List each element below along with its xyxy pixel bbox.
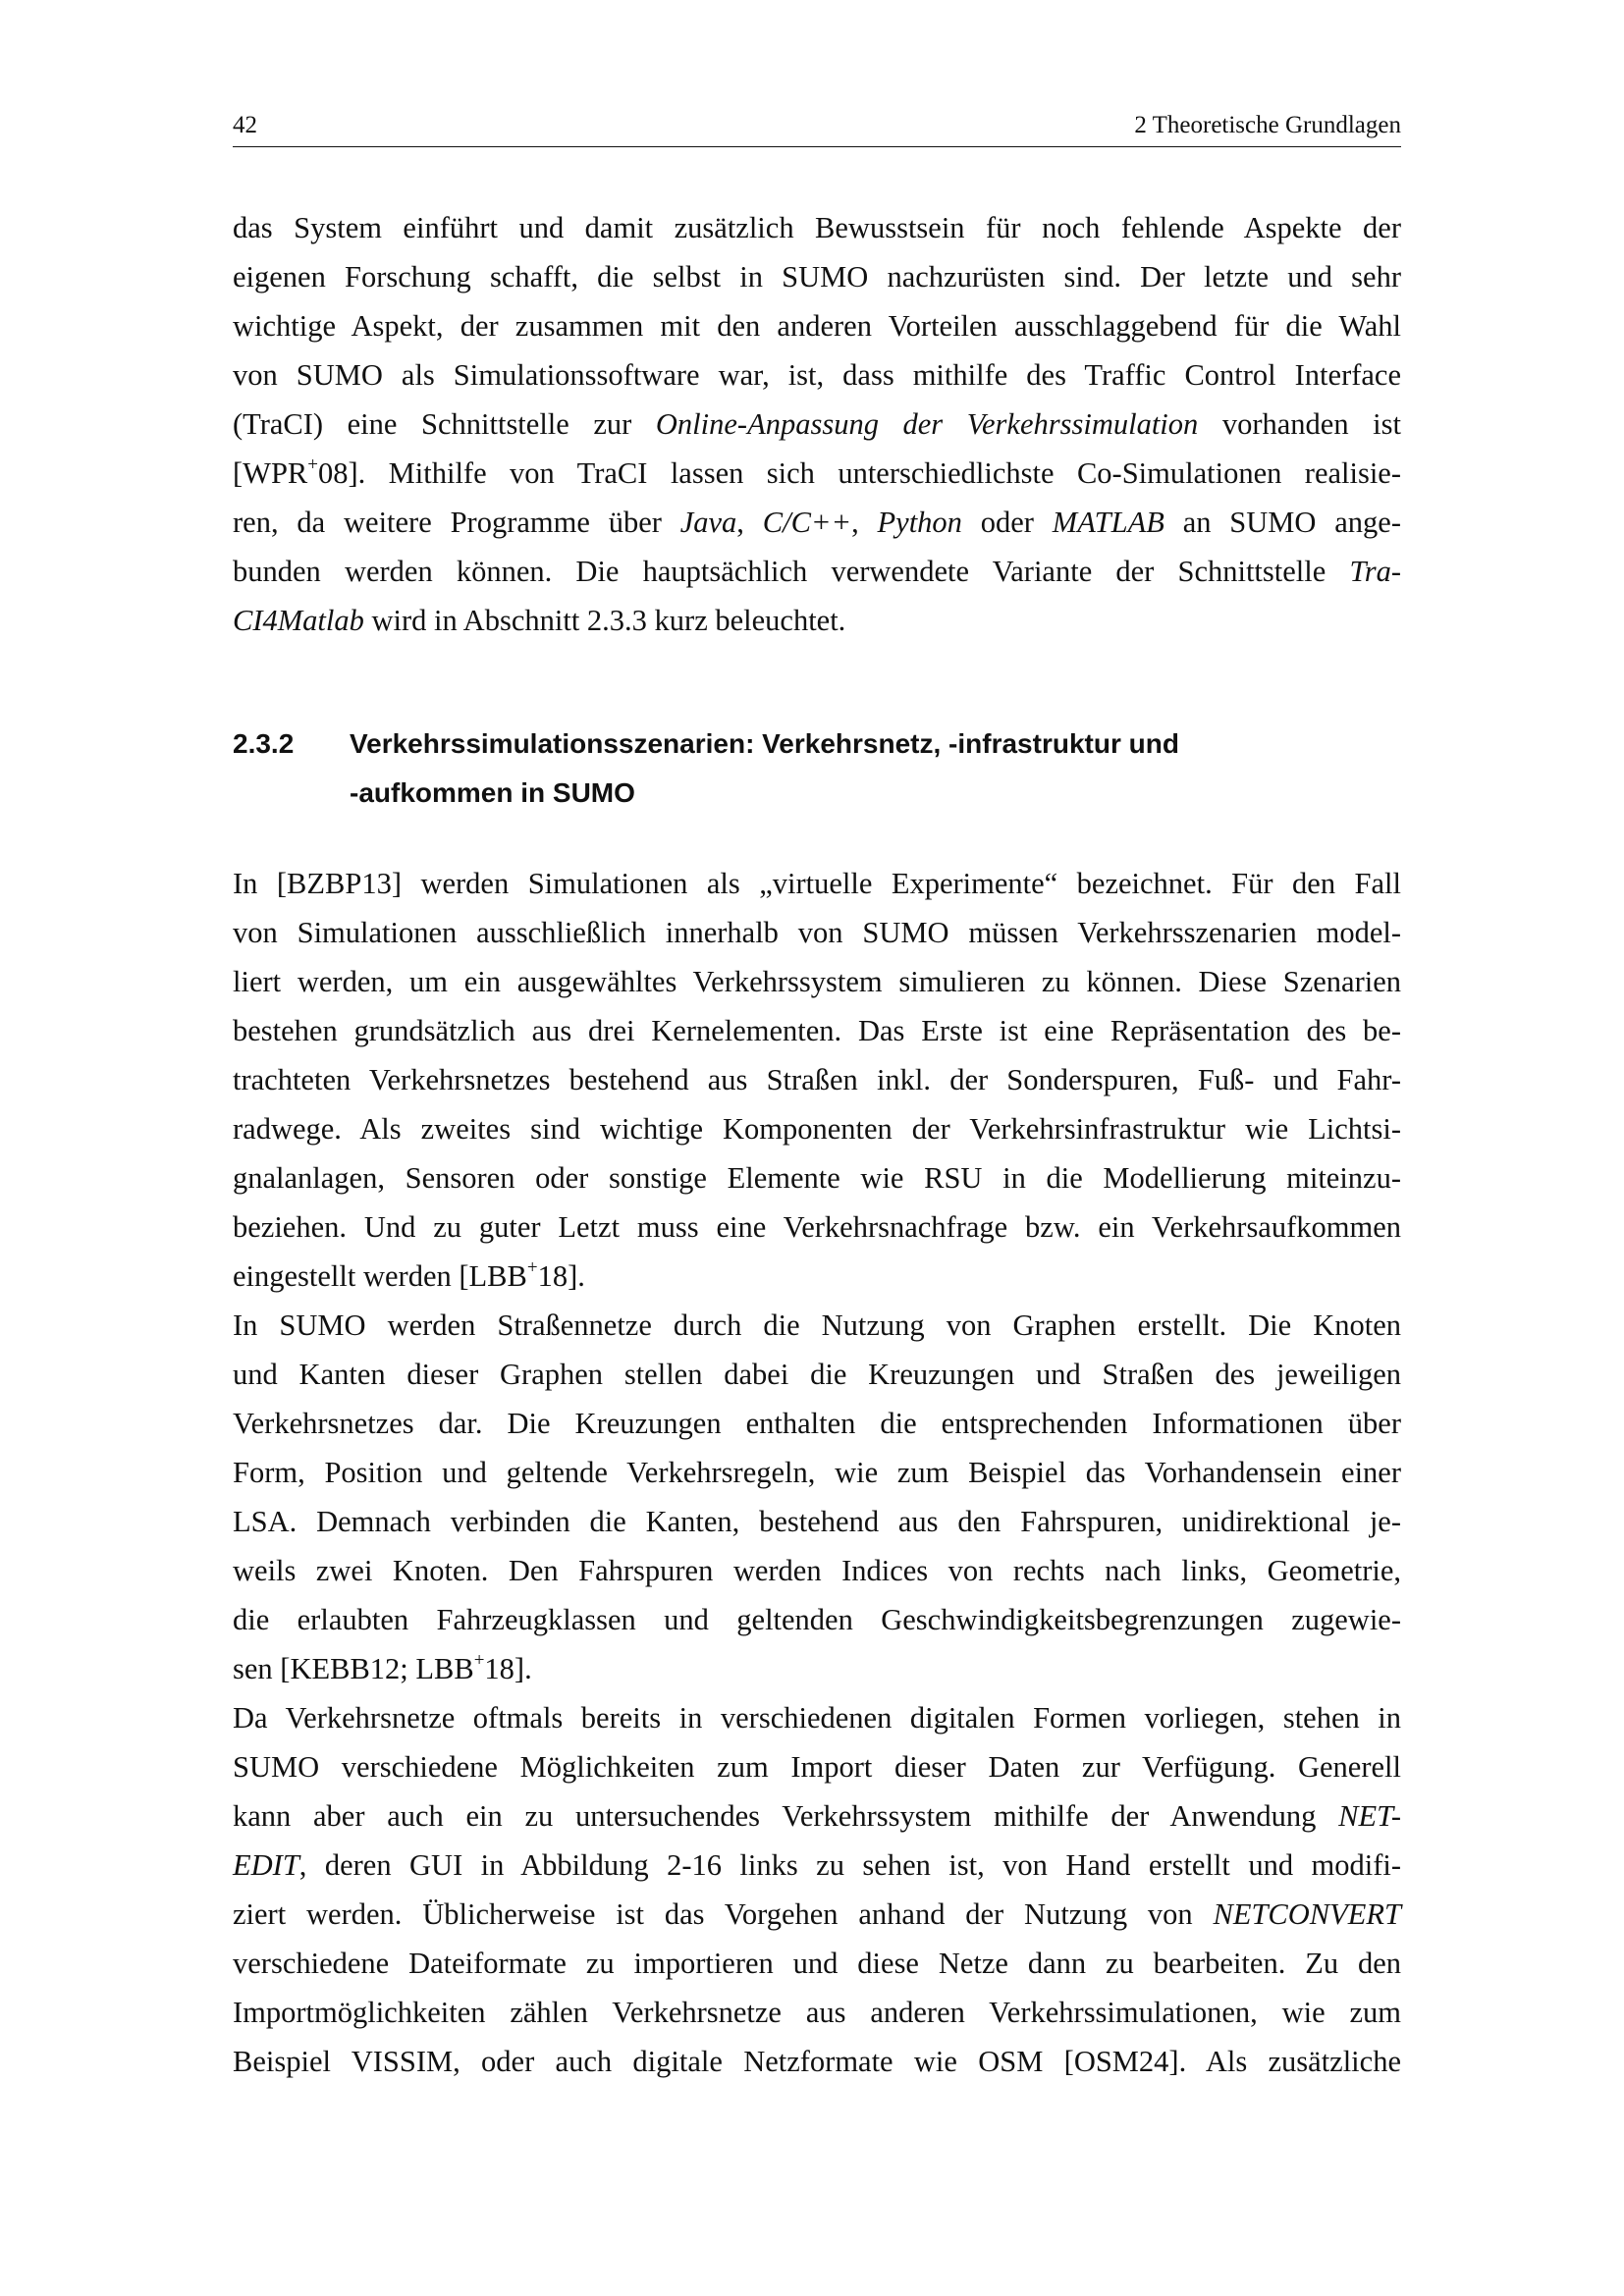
- text-line: liert werden, um ein ausgewähltes Verkehrssystem simulieren zu können. Diese Szenarien: [233, 965, 1401, 998]
- text-span: 08]. Mithilfe von TraCI lassen sich unterschiedlichste Co-Simulationen realisie-: [317, 456, 1401, 490]
- text-span: an SUMO ange-: [1164, 506, 1402, 539]
- text-span: ren, da weitere Programme über: [233, 506, 680, 539]
- text-span: sen [KEBB12; LBB: [233, 1652, 474, 1685]
- text-line: Form, Position und geltende Verkehrsregeln, wie zum Beispiel das Vorhandensein einer: [233, 1456, 1401, 1489]
- emphasis-netedit: EDIT: [233, 1848, 299, 1882]
- text-line: das System einführt und damit zusätzlich Bewusstsein für noch fehlende Aspekte der: [233, 211, 1401, 244]
- text-line: gnalanlagen, Sensoren oder sonstige Elemente wie RSU in die Modellierung miteinzu-: [233, 1161, 1401, 1195]
- text-line: radwege. Als zweites sind wichtige Komponenten der Verkehrsinfrastruktur wie Lichtsi-: [233, 1112, 1401, 1146]
- citation-superscript: +: [473, 1649, 485, 1671]
- chapter-title: 2 Theoretische Grundlagen: [1134, 112, 1401, 138]
- text-line: bestehen grundsätzlich aus drei Kernelementen. Das Erste ist eine Repräsentation des be-: [233, 1014, 1401, 1047]
- emphasis-matlab: MATLAB: [1052, 506, 1164, 539]
- citation-superscript: +: [307, 454, 318, 475]
- text-line: und Kanten dieser Graphen stellen dabei die Kreuzungen und Straßen des jeweiligen: [233, 1358, 1401, 1391]
- text-line: [233, 454, 1401, 493]
- text-span: , deren GUI in Abbildung 2-16 links zu sehen ist, von Hand erstellt und modifi-: [298, 1848, 1401, 1882]
- text-line: eigenen Forschung schafft, die selbst in SUMO nachzurüsten sind. Der letzte und sehr: [233, 260, 1401, 294]
- text-span: ,: [851, 506, 878, 539]
- emphasis-java: Java: [679, 506, 737, 539]
- emphasis-netconvert: NETCONVERT: [1213, 1897, 1401, 1931]
- text-span: 18].: [484, 1652, 532, 1685]
- text-line: Da Verkehrsnetze oftmals bereits in verschiedenen digitalen Formen vorliegen, stehen in: [233, 1701, 1401, 1735]
- text-line: [233, 601, 1401, 640]
- running-header: [233, 112, 1401, 147]
- text-line: Importmöglichkeiten zählen Verkehrsnetze aus anderen Verkehrssimulationen, wie zum: [233, 1996, 1401, 2029]
- text-line: von Simulationen ausschließlich innerhalb von SUMO müssen Verkehrsszenarien model-: [233, 916, 1401, 949]
- text-line: von SUMO als Simulationssoftware war, ist, dass mithilfe des Traffic Control Interface: [233, 358, 1401, 392]
- text-line: [233, 503, 1401, 542]
- text-span: (TraCI) eine Schnittstelle zur: [233, 407, 656, 441]
- text-span: kann aber auch ein zu untersuchendes Verkehrssystem mithilfe der Anwendung: [233, 1799, 1339, 1833]
- text-line: In [BZBP13] werden Simulationen als „virtuelle Experimente“ bezeichnet. Für den Fall: [233, 867, 1401, 900]
- emphasis-python: Python: [877, 506, 962, 539]
- text-line: SUMO verschiedene Möglichkeiten zum Import dieser Daten zur Verfügung. Generell: [233, 1750, 1401, 1784]
- emphasis-netedit: NET-: [1338, 1799, 1401, 1833]
- text-span: oder: [961, 506, 1053, 539]
- header-divider: [233, 146, 1401, 147]
- text-span: bunden werden können. Die hauptsächlich verwendete Variante der Schnittstelle: [233, 555, 1350, 588]
- emphasis-online-anpassung: Online-Anpassung der Verkehrssimulation: [655, 407, 1199, 441]
- text-span: eingestellt werden [LBB: [233, 1259, 527, 1293]
- text-span: ziert werden. Üblicherweise ist das Vorgehen anhand der Nutzung von: [233, 1897, 1214, 1931]
- text-line: beziehen. Und zu guter Letzt muss eine Verkehrsnachfrage bzw. ein Verkehrsaufkommen: [233, 1210, 1401, 1244]
- text-line: wichtige Aspekt, der zusammen mit den anderen Vorteilen ausschlaggebend für die Wahl: [233, 309, 1401, 343]
- citation-superscript: +: [526, 1256, 538, 1278]
- text-line: [233, 1845, 1401, 1885]
- citation: [WPR: [233, 456, 308, 490]
- text-line: trachteten Verkehrsnetzes bestehend aus Straßen inkl. der Sonderspuren, Fuß- und Fahr-: [233, 1063, 1401, 1096]
- text-line: [233, 1796, 1401, 1836]
- text-line: [233, 404, 1401, 444]
- text-line: Beispiel VISSIM, oder auch digitale Netzformate wie OSM [OSM24]. Als zusätzliche: [233, 2045, 1401, 2078]
- text-line: Verkehrsnetzes dar. Die Kreuzungen enthalten die entsprechenden Informationen über: [233, 1407, 1401, 1440]
- emphasis-traci4matlab: CI4Matlab: [233, 604, 364, 637]
- section-title-line-1: Verkehrssimulationsszenarien: Verkehrsnetz, -infrastruktur und: [350, 728, 1179, 759]
- text-span: ,: [736, 506, 763, 539]
- text-line: die erlaubten Fahrzeugklassen und geltenden Geschwindigkeitsbegrenzungen zugewie-: [233, 1603, 1401, 1636]
- text-line: verschiedene Dateiformate zu importieren und diese Netze dann zu bearbeiten. Zu den: [233, 1947, 1401, 1980]
- emphasis-traci4matlab: Tra-: [1349, 555, 1401, 588]
- text-line: weils zwei Knoten. Den Fahrspuren werden Indices von rechts nach links, Geometrie,: [233, 1554, 1401, 1587]
- text-line: In SUMO werden Straßennetze durch die Nutzung von Graphen erstellt. Die Knoten: [233, 1308, 1401, 1342]
- section-title-line-2: -aufkommen in SUMO: [350, 777, 635, 808]
- text-span: wird in Abschnitt 2.3.3 kurz beleuchtet.: [363, 604, 846, 637]
- text-line: [233, 1895, 1401, 1934]
- text-line: [233, 1256, 1401, 1296]
- emphasis-c-cpp: C/C++: [762, 506, 852, 539]
- text-span: 18].: [537, 1259, 585, 1293]
- text-span: vorhanden ist: [1198, 407, 1401, 441]
- text-line: [233, 1649, 1401, 1688]
- text-line: LSA. Demnach verbinden die Kanten, bestehend aus den Fahrspuren, unidirektional je-: [233, 1505, 1401, 1538]
- section-number: 2.3.2: [233, 728, 295, 759]
- page-number: 42: [233, 112, 257, 138]
- text-line: [233, 552, 1401, 591]
